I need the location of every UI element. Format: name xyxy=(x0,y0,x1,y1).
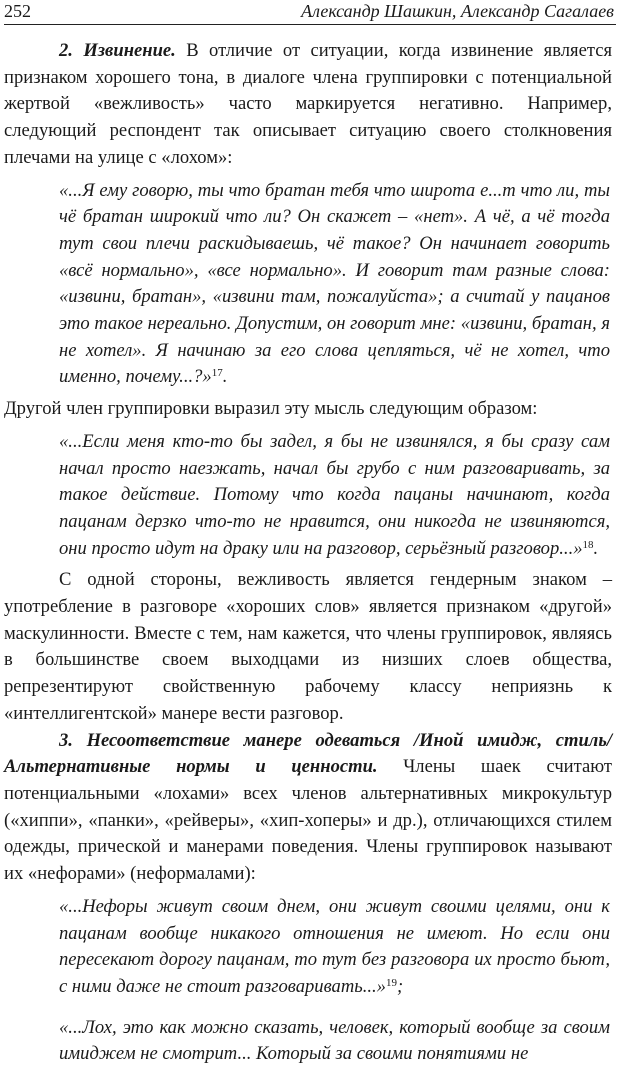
quote-1-text: «...Я ему говорю, ты что братан тебя что широта е...т что ли, ты чё братан широкий что ли? Он скажет – «нет». А чё, а чё тогда тут свои плечи раскидываешь, чё такое? Он начинает говорить «всё нормально», «все нормально». И говорит там разные слова: «извини, братан», «извини там, пожалуйста»; а считай у пацанов это такое нереально. Допустим, он говорит мне: «извини, братан, я не хотел». Я начинаю за его слова цепляться, чё не хотел, что именно, почему...?» xyxy=(59,179,610,388)
quote-4: «...Лох, это как можно сказать, человек, который вообще за своим имиджем не смотрит... Который за своими понятиями не xyxy=(59,1016,610,1065)
quote-3-trailing: ; xyxy=(396,975,404,997)
section-2-heading: 2. Извинение. xyxy=(59,40,176,61)
quote-1: «...Я ему говорю, ты что братан тебя что широта е...т что ли, ты чё братан широкий что ли? Он скажет – «нет». А чё, а чё тогда тут свои плечи раскидываешь, чё такое? Он начинает говорить «всё нормально», «все нормально». И говорит там разные слова: «извини, братан», «извини там, пожалуйста»; а считай у пацанов это такое нереально. Допустим, он говорит мне: «извини, братан, я не хотел». Я начинаю за его слова цепляться, чё не хотел, что именно, почему...?»$^{17}$. xyxy=(59,179,610,388)
quote-3-text: «...Нефоры живут своим днем, они живут своими целями, они к пацанам вообще никакого отношения не имеют. Но если они пересекают дорогу пацанам, то тут без разговора их просто бьют, с ними даже не стоит разговаривать...» xyxy=(59,895,610,997)
section-2-text: В отличие от ситуации, когда извинение является признаком хорошего тона, в диалоге члена группировки с потенциальной жертвой «вежливость» часто маркируется негативно. Например, следующий респондент так описывает ситуацию своего столкновения плечами на улице с «лохом»: xyxy=(4,40,612,168)
section-3-heading: 3. Несоответствие манере одеваться /Иной имидж, стиль/ Альтернативные нормы и ценности. xyxy=(4,729,612,778)
section-2-paragraph xyxy=(4,38,612,172)
footnote-ref-17: 17 xyxy=(211,367,223,380)
footnote-ref-19: 19 xyxy=(385,976,397,989)
section-3-paragraph xyxy=(4,728,612,888)
paragraph-other-member: Другой член группировки выразил эту мысль следующим образом: xyxy=(4,398,538,420)
quote-2-text: «...Если меня кто-то бы задел, я бы не извинялся, я бы сразу сам начал просто наезжать, начал бы грубо с ним разговаривать, за такое действие. Потому что когда пацаны начинают, когда пацанам дерзко что-то не нравится, они никогда не извиняются, они просто идут на драку или на разговор, серьёзный разговор...» xyxy=(59,430,610,559)
running-title: Александр Шашкин, Александр Сагалаев xyxy=(301,1,614,21)
page-header xyxy=(0,0,620,24)
quote-3 xyxy=(4,894,612,1001)
page-body xyxy=(4,38,612,1073)
header-rule xyxy=(4,24,616,25)
paragraph-gender: С одной стороны, вежливость является гендерным знаком – употребление в разговоре «хороших слов» является признаком «другой» маскулинности. Вместе с тем, нам кажется, что члены группировок, являясь в большинстве своем выходцами из низших слоев общества, репрезентируют свойственную рабочему классу неприязнь к «интеллигентской» манере вести разговор. xyxy=(4,569,612,724)
footnote-ref-18: 18 xyxy=(582,538,594,551)
section-3-text: Члены шаек считают потенциальными «лохами» всех членов альтернативных микрокультур («хиппи», «панки», «рейверы», «хип-хоперы» и др.), отличающихся стилем одежды, прической и манерами поведения. Члены группировок называют их «нефорами» (неформалами): xyxy=(4,756,612,885)
quote-2: «...Если меня кто-то бы задел, я бы не извинялся, я бы сразу сам начал просто наезжать, начал бы грубо с ним разговаривать, за такое действие. Потому что когда пацаны начинают, когда пацанам дерзко что-то не нравится, они никогда не извиняются, они просто идут на драку или на разговор, серьёзный разговор...»$^{18}$. xyxy=(59,430,610,559)
page-number: 252 xyxy=(4,1,31,21)
